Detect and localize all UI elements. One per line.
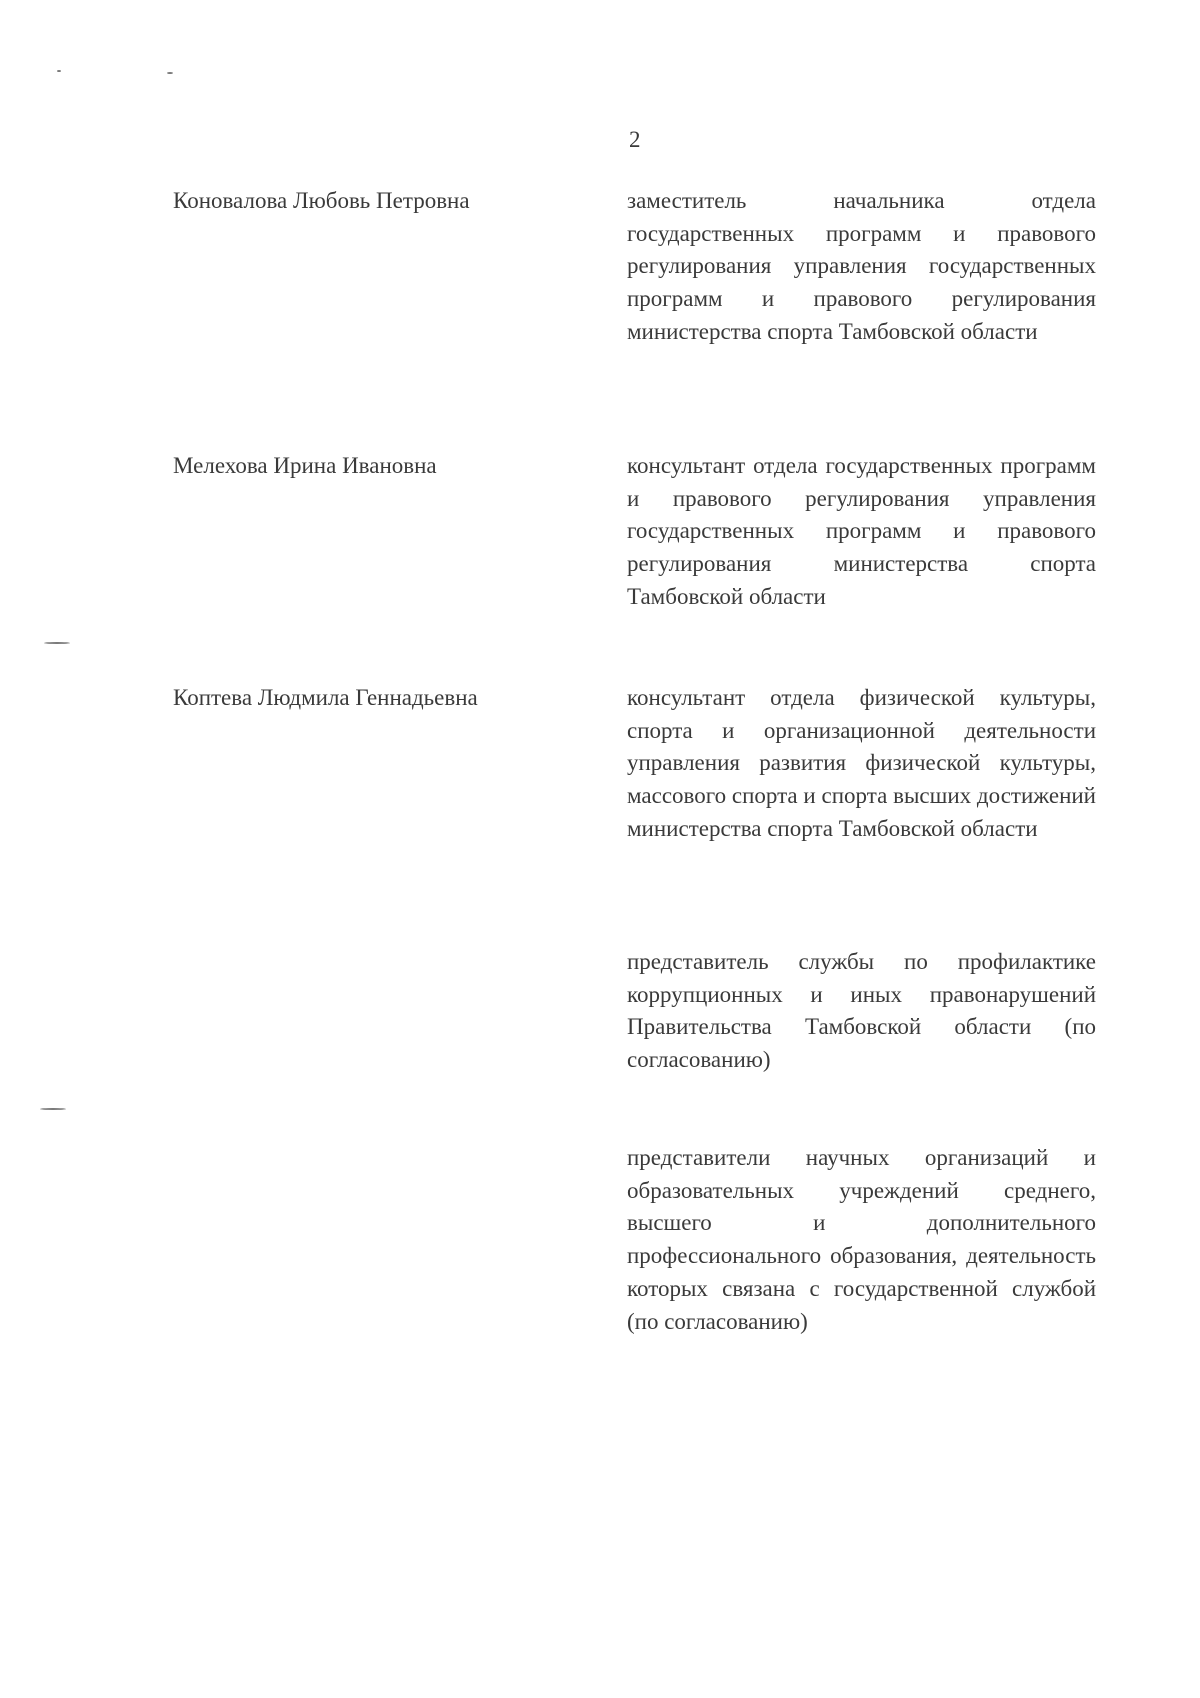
page-number: 2: [629, 127, 641, 152]
member-role: представитель службы по профилактике коррупционных и иных правонарушений Правительства Тамбовской области (по согласованию): [627, 949, 1096, 1073]
scan-artifact: [57, 70, 61, 72]
member-name: Коптева Людмила Геннадьевна: [173, 685, 478, 710]
member-role: представители научных организаций и образовательных учреждений среднего, высшего и дополнительного профессионального образования, деятельность которых связана с государственной службой (по согласованию): [627, 1145, 1096, 1334]
member-name: Коновалова Любовь Петровна: [173, 188, 470, 213]
member-role: консультант отдела государственных программ и правового регулирования управления государственных программ и правового регулирования министерства спорта Тамбовской области: [627, 453, 1096, 609]
member-role: консультант отдела физической культуры, спорта и организационной деятельности управления развития физической культуры, массового спорта и спорта высших достижений министерства спорта Тамбовской области: [627, 685, 1096, 841]
scan-artifact: [40, 1108, 66, 1110]
member-name: Мелехова Ирина Ивановна: [173, 453, 437, 478]
scan-artifact: [167, 72, 173, 74]
member-role: заместитель начальника отдела государственных программ и правового регулирования управления государственных программ и правового регулирования министерства спорта Тамбовской области: [627, 188, 1096, 344]
scan-artifact: [44, 642, 70, 644]
